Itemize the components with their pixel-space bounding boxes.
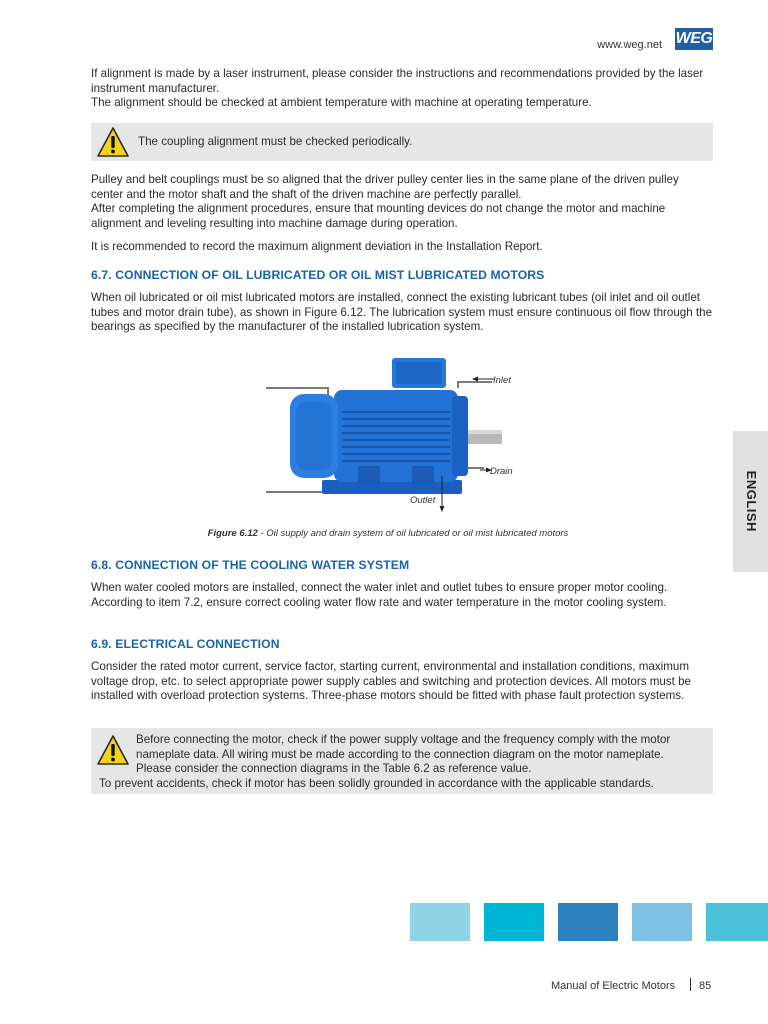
language-tab-label: ENGLISH [743,470,759,533]
warning-text-1: Before connecting the motor, check if the power supply voltage and the frequency comply with the motor nameplate data. All wiring must be made according to the connection diagram on the motor nameplate. Please consider the connection diagrams in the Table 6.2 as reference value. [136,733,671,776]
figure-caption-separator: - [257,528,267,539]
warning-text-2: To prevent accidents, check if motor has been solidly grounded in accordance with the applicable standards. [99,777,654,790]
warning-triangle-icon [97,734,129,766]
footer-title: Manual of Electric Motors [551,980,676,992]
decor-square-5 [706,903,768,941]
figure-label-outlet: Outlet [410,495,436,506]
figure-caption [91,527,685,542]
decor-square-1 [410,903,470,941]
figure-caption-text: Oil supply and drain system of oil lubricated or oil mist lubricated motors [266,528,569,539]
figure-label-inlet: Inlet [493,375,511,386]
pulley-paragraph-2: After completing the alignment procedures, ensure that mounting devices do not change the motor and machine alignment and leveling resulting into machine damage during operation. [91,202,666,230]
site-url[interactable]: www.weg.net [597,39,662,51]
intro-block [91,67,713,111]
intro-paragraph-2: The alignment should be checked at ambient temperature with machine at operating temperature. [91,96,592,110]
section-body-6-8: When water cooled motors are installed, connect the water inlet and outlet tubes to ensure proper motor cooling. According to item 7.2, ensure correct cooling water flow rate and water temperature in the motor cooling system. [91,581,668,609]
decor-square-4 [632,903,692,941]
warning-box-coupling [91,123,713,161]
section-body-6-9: Consider the rated motor current, service factor, starting current, environmental and installation conditions, maximum voltage drop, etc. to select appropriate power supply cables and switching and protection devices. All motors must be installed with overload protection systems. Three-phase motors should be fitted with phase fault protection systems. [91,660,691,703]
section-heading-6-8: 6.8. CONNECTION OF THE COOLING WATER SYSTEM [91,558,410,572]
pulley-block [91,173,713,231]
pulley-paragraph-1: Pulley and belt couplings must be so aligned that the driver pulley center lies in the same plane of the driven pulley center and the motor shaft and the shaft of the driven machine are perfectly parallel. [91,173,679,201]
warning-text: The coupling alignment must be checked periodically. [138,135,413,148]
section-heading-6-9: 6.9. ELECTRICAL CONNECTION [91,637,280,651]
weg-logo: WEG [675,28,713,50]
page-number: 85 [699,980,712,992]
motor-figure [262,352,522,516]
figure-label-drain: Drain [490,466,513,477]
warning-box-electrical [91,728,713,794]
footer-divider [690,978,691,991]
warning-triangle-icon [97,126,129,158]
decor-square-3 [558,903,618,941]
section-body-6-7: When oil lubricated or oil mist lubricated motors are installed, connect the existing lubricant tubes (oil inlet and oil outlet tubes and motor drain tube), as shown in Figure 6.12. The lubrication system must ensure continuous oil flow through the bearings as specified by the manufacturer of the installed lubrication system. [91,291,713,334]
pulley-paragraph-3: It is recommended to record the maximum alignment deviation in the Installation Report. [91,240,543,253]
figure-caption-number: Figure 6.12 [207,528,258,539]
intro-paragraph-1: If alignment is made by a laser instrument, please consider the instructions and recommendations provided by the laser instrument manufacturer. [91,67,704,95]
section-heading-6-7: 6.7. CONNECTION OF OIL LUBRICATED OR OIL MIST LUBRICATED MOTORS [91,268,545,282]
language-tab [733,431,768,572]
decor-square-2 [484,903,544,941]
